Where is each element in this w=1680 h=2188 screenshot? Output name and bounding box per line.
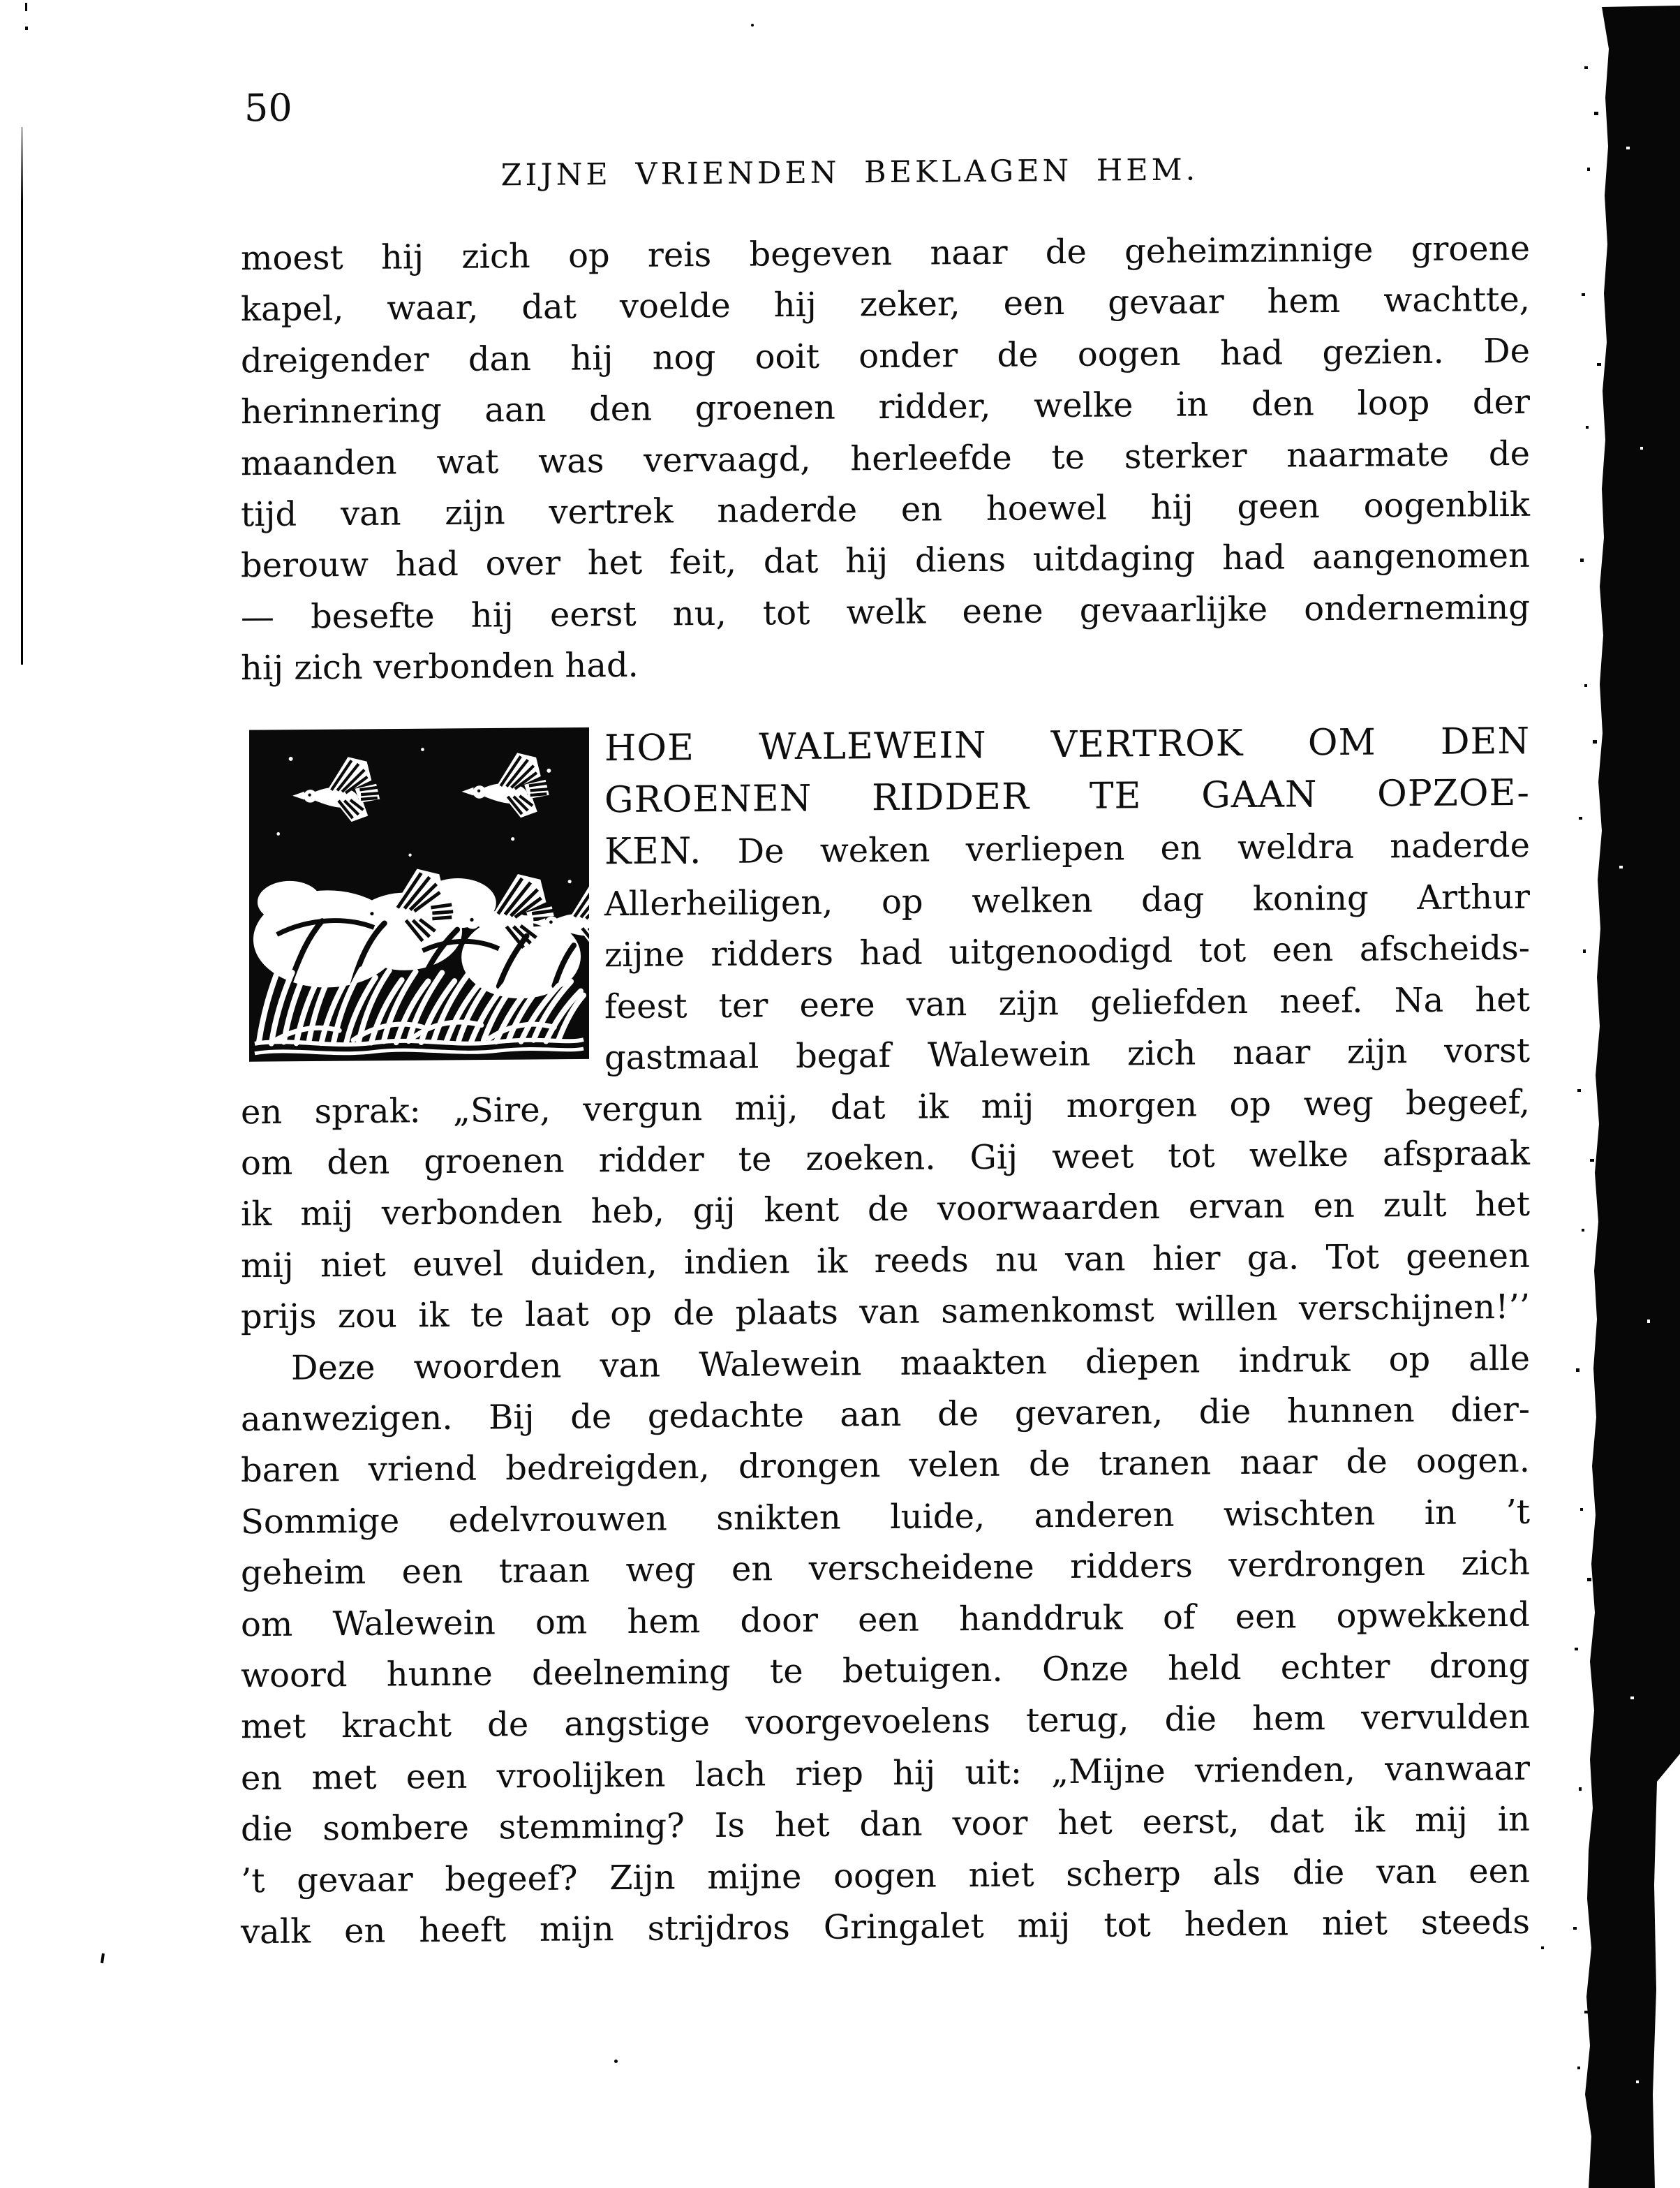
text-line: valk en heeft mijn strijdros Gringalet mij tot heden niet steeds: [241, 1902, 1530, 1952]
paragraph-1: [241, 223, 1530, 695]
woodcut-birds-icon: [249, 726, 589, 1063]
text-line: maanden wat was vervaagd, herleefde te sterker naarmate de: [241, 434, 1530, 483]
text-line: met kracht de angstige voorgevoelens terug, die hem vervulden: [241, 1697, 1530, 1747]
text-line: ’t gevaar begeef? Zijn mijne oogen niet scherp als die van een: [241, 1851, 1530, 1900]
text-line: Deze woorden van Walewein maakten diepen indruk op alle: [291, 1338, 1530, 1388]
text-line: om den groenen ridder te zoeken. Gij weet tot welke afspraak: [241, 1133, 1530, 1183]
text-line: KEN. De weken verliepen en weldra naderde: [604, 826, 1530, 873]
scan-speck: [751, 24, 754, 27]
text-line: feest ter eere van zijn geliefden neef. Na het: [604, 980, 1530, 1026]
text-line: baren vriend bedreigden, drongen velen de tranen naar de oogen.: [241, 1441, 1530, 1491]
paragraph-2: [241, 1333, 1530, 1958]
section-full-lines: [241, 1077, 1530, 1343]
chapter-heading-caps: GROENEN RIDDER TE GAAN OPZOE-: [604, 771, 1530, 822]
text-line: om Walewein om hem door een handdruk of een opwekkend: [241, 1595, 1530, 1644]
text-line: aanwezigen. Bij de gedachte aan de gevaren, die hunnen dier-: [241, 1389, 1530, 1440]
text-line: herinnering aan den groenen ridder, welke in den loop der: [241, 383, 1530, 432]
text-line: hij zich verbonden had.: [241, 646, 639, 688]
text-line: Sommige edelvrouwen snikten luide, anderen wischten in ’t: [241, 1492, 1530, 1542]
scan-speck: [25, 3, 27, 11]
chapter-heading-caps: HOE WALEWEIN VERTROK OM DEN: [604, 720, 1530, 769]
body-text: [241, 223, 1530, 1958]
scan-speck: [614, 2060, 618, 2063]
text-line: ik mij verbonden heb, gij kent de voorwaarden ervan en zult het: [241, 1185, 1530, 1234]
scan-speck: [25, 27, 28, 30]
scan-speck: [1541, 1946, 1544, 1949]
page-number: 50: [244, 85, 292, 131]
text-line: Allerheiligen, op welken dag koning Arthur: [604, 877, 1530, 924]
text-line: kapel, waar, dat voelde hij zeker, een gevaar hem wachtte,: [241, 280, 1530, 330]
running-header: ZIJNE VRIENDEN BEKLAGEN HEM.: [500, 152, 1199, 193]
text-line: en sprak: „Sire, vergun mij, dat ik mij morgen op weg begeef,: [241, 1082, 1530, 1132]
scan-left-line-artifact: [21, 127, 23, 665]
text-line: moest hij zich op reis begeven naar de geheimzinnige groene: [241, 228, 1530, 279]
chapter-heading-caps: KEN.: [604, 830, 702, 873]
section-paragraph: [241, 716, 1530, 1343]
text-line: mij niet euvel duiden, indien ik reeds nu van hier ga. Tot geenen: [241, 1236, 1530, 1286]
text-line: zijne ridders had uitgenoodigd tot een afscheids-: [604, 929, 1530, 975]
woodcut-illustration: [249, 726, 589, 1063]
text-line: berouw had over het feit, dat hij diens uitdaging had aangenomen: [241, 536, 1530, 586]
scan-edge-shadow: [1563, 0, 1680, 2188]
text-line: — besefte hij eerst nu, tot welk eene gevaarlijke onderneming: [241, 587, 1530, 637]
text-line: die sombere stemming? Is het dan voor het eerst, dat ik mij in: [241, 1799, 1530, 1849]
text-line: gastmaal begaf Walewein zich naar zijn vorst: [604, 1030, 1530, 1078]
text-line: dreigender dan hij nog ooit onder de oogen had gezien. De: [241, 331, 1530, 381]
text-line: woord hunne deelneming te betuigen. Onze held echter drong: [241, 1646, 1530, 1696]
text-line: prijs zou ik te laat op de plaats van samenkomst willen verschijnen!’’: [241, 1287, 1530, 1337]
text-line: geheim een traan weg en verscheidene ridders verdrongen zich: [241, 1543, 1530, 1593]
text-line: tijd van zijn vertrek naderde en hoewel hij geen oogenblik: [241, 485, 1530, 535]
text-line: en met een vroolijken lach riep hij uit: „Mijne vrienden, vanwaar: [241, 1748, 1530, 1798]
